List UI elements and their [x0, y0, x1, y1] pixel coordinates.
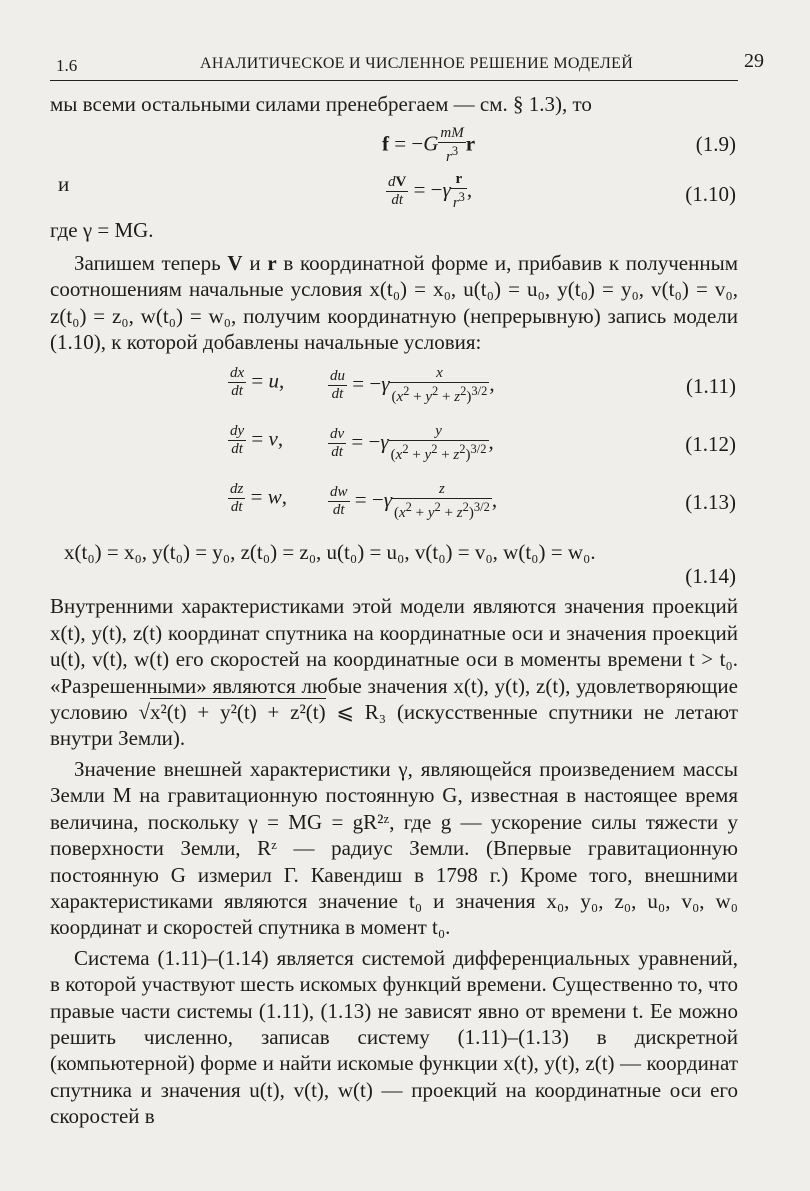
body-text [50, 91, 738, 1130]
initial-conditions: x(t₀) = x₀, y(t₀) = y₀, z(t₀) = z₀, u(t₀) = u₀, v(t₀) = v₀, w(t₀) = w₀. [64, 540, 596, 565]
paragraph-2: Запишем теперь V и r в координатной форме и, прибавив к полученным соотношениям начальные условия x(t₀) = x₀, u(t₀) = u₀, y(t₀) = y₀, v(t₀) = v₀, z(t₀) = z₀, w(t₀) = w₀, получим координатную (непрерывную) запись модели (1.10), к которой добавлены начальные условия: [50, 250, 738, 355]
equation-1-14 [50, 537, 738, 593]
section-number: 1.6 [56, 56, 78, 75]
formula-1-9: f = −G $\frac{mM}{r^3}$ r [382, 125, 476, 166]
paragraph-3: Внутренними характеристиками этой модели являются значения проекций x(t), y(t), z(t) координат спутника на координатные оси и значения проекций u(t), v(t), w(t) его скоростей на координатные оси в моменты времени t > t₀. «Разрешенными» являются любые значения x(t), y(t), z(t), удовлетворяющие условию √x²(t) + y²(t) + z²(t) ⩽ R₃ (искусственные спутники не летают внутри Земли). [50, 594, 739, 751]
formula-1-10: $\frac{dV}{dt}$ = −γ $\frac{r}{r^3}$ , [388, 171, 473, 212]
equation-label: (1.10) [685, 182, 736, 207]
equation-label: (1.11) [686, 374, 736, 399]
equation-label: (1.9) [695, 132, 736, 157]
equation-label: (1.13) [685, 490, 736, 515]
equation-1-13: $\frac{dz}{dt}$ = w, $\frac{dw}{dt}$ = −γ $\frac{z}{(x^2 + y^2 + z^2)^{3/2}}$ , (1.13) [230, 481, 736, 522]
chapter-title: АНАЛИТИЧЕСКОЕ И ЧИСЛЕННОЕ РЕШЕНИЕ МОДЕЛЕЙ [200, 55, 634, 72]
equation-lead: и [58, 172, 70, 197]
page-number: 29 [744, 50, 764, 72]
equation-1-12: $\frac{dy}{dt}$ = v, $\frac{dv}{dt}$ = −γ $\frac{y}{(x^2 + y^2 + z^2)^{3/2}}$ , (1.12) [230, 423, 736, 464]
equation-1-11: $\frac{dx}{dt}$ = u, $\frac{du}{dt}$ = −γ $\frac{x}{(x^2 + y^2 + z^2)^{3/2}}$ , (1.11) [230, 365, 736, 406]
equation-label: (1.12) [685, 432, 736, 457]
paragraph-1: мы всеми остальными силами пренебрегаем — см. § 1.3), то [50, 92, 592, 116]
paragraph-4: Значение внешней характеристики γ, являющейся произведением массы Земли M на гравитационную постоянную G, известная в настоящее время величина, поскольку γ = MG = gR²ᶻ, где g — ускорение силы тяжести у поверхности Земли, Rᶻ — радиус Земли. (Впервые гравитационную постоянную G измерил Г. Кавендиш в 1798 г.) Кроме того, внешними характеристиками являются значение t₀ и значения x₀, y₀, z₀, u₀, v₀, w₀ координат и скоростей спутника в момент t₀. [50, 756, 738, 940]
equation-1-9 [50, 123, 738, 166]
equation-label: (1.14) [685, 564, 736, 589]
running-head [50, 44, 764, 81]
where-line: где γ = MG. [50, 218, 154, 243]
equation-system [50, 359, 738, 533]
equation-1-10 [50, 169, 738, 212]
paragraph-5: Система (1.11)–(1.14) является системой дифференциальных уравнений, в которой участвуют шесть искомых функций времени. Существенно то, что правые части системы (1.11), (1.13) не зависят явно от времени t. Ее можно решить численно, записав систему (1.11)–(1.13) в дискретной (компьютерной) форме и найти искомые функции x(t), y(t), z(t) — координат спутника и значения u(t), v(t), w(t) — проекций на координатные оси его скоростей в [50, 945, 738, 1129]
